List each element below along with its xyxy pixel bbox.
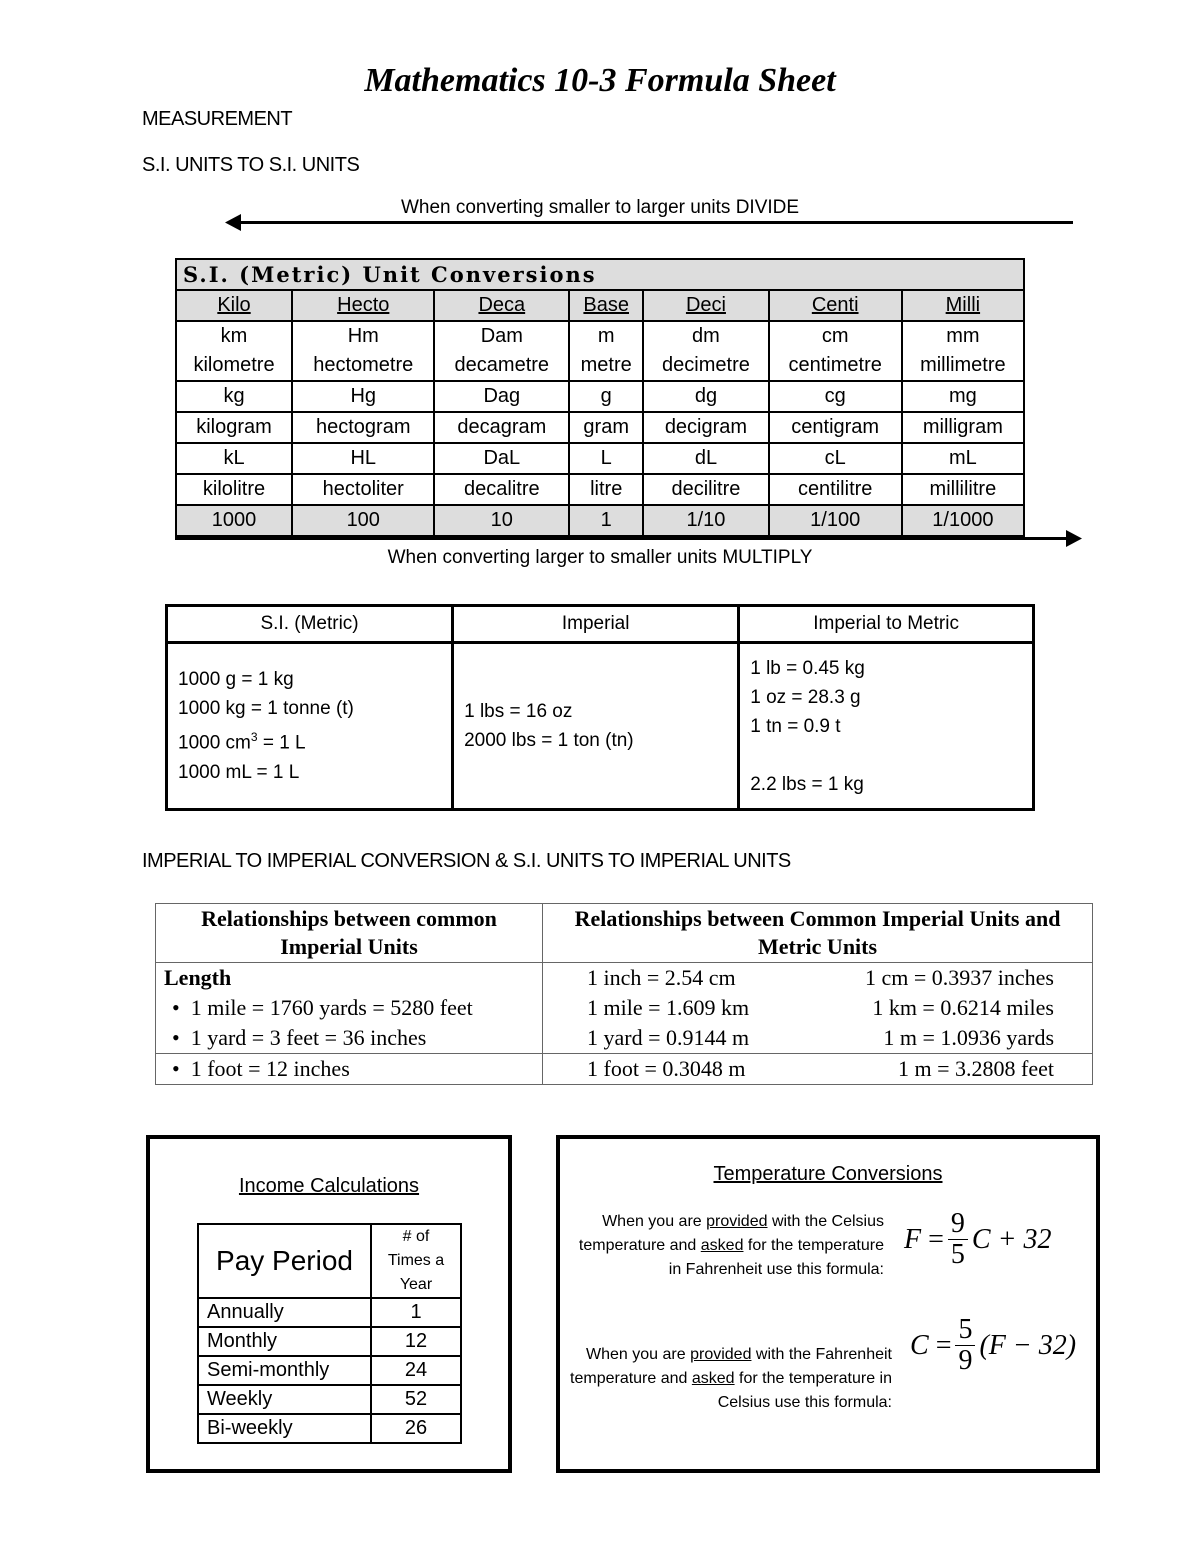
metric-imperial-table [165,604,1035,811]
imperial-cell [453,643,739,810]
volume-symbol-cell: HL [292,443,434,474]
factor-cell: 1/10 [643,505,768,536]
volume-symbol-cell: DaL [434,443,569,474]
prefix-cell: Base [569,290,643,321]
length-symbol-cell: mm [902,321,1024,351]
length-name-cell: decimetre [643,351,768,381]
period-cell: Annually [198,1298,371,1327]
length-name-cell: kilometre [176,351,292,381]
times-cell: 24 [371,1356,461,1385]
length-name-cell: hectometre [292,351,434,381]
factor-cell: 1 [569,505,643,536]
multiply-arrow-line [175,537,1070,540]
mass-symbol-cell: Dag [434,381,569,412]
f-to-c-instructions: When you are provided with the Fahrenheit temperature and asked for the temperature in Celsius use this formula: [570,1346,892,1411]
mass-symbol-cell: dg [643,381,768,412]
prefix-cell: Kilo [176,290,292,321]
factor-cell: 10 [434,505,569,536]
imperial-line: 2000 lbs = 1 ton (tn) [464,730,634,751]
mass-symbol-cell: kg [176,381,292,412]
volume-symbol-cell: kL [176,443,292,474]
temperature-title: Temperature Conversions [713,1163,943,1185]
metric-line: 1000 g = 1 kg [178,669,294,691]
imp-metric-line: 2.2 lbs = 1 kg [750,773,864,795]
mass-symbol-cell: g [569,381,643,412]
imperial-header: Imperial [453,606,739,643]
pay-period-header: Pay Period [198,1224,371,1298]
rel-metric-cell: 1 foot = 0.3048 m 1 m = 3.2808 feet [543,1054,1093,1085]
length-symbol-cell: cm [769,321,902,351]
page-title: Mathematics 10-3 Formula Sheet [364,62,836,99]
period-cell: Weekly [198,1385,371,1414]
mass-name-cell: gram [569,412,643,443]
rel-imperial-cell: • 1 yard = 3 feet = 36 inches [156,1023,543,1054]
mass-symbol-cell: cg [769,381,902,412]
period-cell: Monthly [198,1327,371,1356]
length-symbol-cell: Dam [434,321,569,351]
metric-line: 1000 $cm^3 = 1$ L [178,730,306,754]
si-table-caption: S.I. (Metric) Unit Conversions [176,259,1024,290]
factor-cell: 100 [292,505,434,536]
period-cell: Bi-weekly [198,1414,371,1443]
length-symbol-cell: dm [643,321,768,351]
c-to-f-formula: F = $\frac{9}{5}$ C + 32 [904,1208,1052,1270]
imperial-to-metric-cell [739,643,1034,810]
volume-name-cell: hectoliter [292,474,434,505]
times-cell: 12 [371,1327,461,1356]
divide-note: When converting smaller to larger units DIVIDE [400,197,800,218]
length-name-cell: millimetre [902,351,1024,381]
length-name-cell: metre [569,351,643,381]
prefix-cell: Hecto [292,290,434,321]
si-to-si-heading: S.I. UNITS TO S.I. UNITS [142,154,360,176]
volume-name-cell: kilolitre [176,474,292,505]
mass-name-cell: decigram [643,412,768,443]
temperature-box [556,1135,1100,1473]
times-cell: 52 [371,1385,461,1414]
metric-line: 1000 kg = 1 tonne (t) [178,698,354,720]
volume-symbol-cell: cL [769,443,902,474]
rel-metric-cell: 1 mile = 1.609 km 1 km = 0.6214 miles [543,993,1093,1023]
times-header: # of Times a Year [371,1224,461,1298]
factor-cell: 1000 [176,505,292,536]
factor-cell: 1/1000 [902,505,1024,536]
volume-symbol-cell: mL [902,443,1024,474]
times-cell: 1 [371,1298,461,1327]
prefix-cell: Deca [434,290,569,321]
multiply-note: When converting larger to smaller units MULTIPLY [387,547,813,568]
rel-imperial-cell: • 1 foot = 12 inches [156,1054,543,1085]
rel-metric-cell: 1 inch = 2.54 cm 1 cm = 0.3937 inches [543,963,1093,994]
divide-arrow-line [238,221,1073,224]
metric-cell [167,643,453,810]
mass-symbol-cell: Hg [292,381,434,412]
length-name-cell: centimetre [769,351,902,381]
prefix-cell: Milli [902,290,1024,321]
mass-name-cell: hectogram [292,412,434,443]
volume-name-cell: millilitre [902,474,1024,505]
si-conversion-table [175,258,1025,537]
imperial-rel-header: Relationships between common Imperial Units [156,904,543,963]
length-symbol-cell: Hm [292,321,434,351]
rel-imperial-cell: • 1 mile = 1760 yards = 5280 feet [156,993,543,1023]
metric-line: 1000 mL = 1 L [178,761,300,783]
imp-metric-line: 1 tn = 0.9 t [750,715,841,737]
volume-name-cell: centilitre [769,474,902,505]
imperial-line: 1 lbs = 16 oz [464,701,573,722]
relationships-table [155,903,1093,1085]
imperial-to-metric-header: Imperial to Metric [739,606,1034,643]
volume-name-cell: decilitre [643,474,768,505]
income-box [146,1135,512,1473]
length-label: Length [156,963,543,994]
c-to-f-instructions: When you are provided with the Celsius temperature and asked for the temperature in Fahrenheit use this formula: [578,1213,884,1278]
measurement-heading: MEASUREMENT [142,108,293,130]
volume-name-cell: decalitre [434,474,569,505]
imp-metric-line: 1 oz = 28.3 g [750,686,861,708]
length-symbol-cell: m [569,321,643,351]
mass-name-cell: kilogram [176,412,292,443]
mass-symbol-cell: mg [902,381,1024,412]
length-symbol-cell: km [176,321,292,351]
mass-name-cell: centigram [769,412,902,443]
volume-symbol-cell: L [569,443,643,474]
mass-name-cell: decagram [434,412,569,443]
rel-metric-cell: 1 yard = 0.9144 m 1 m = 1.0936 yards [543,1023,1093,1054]
mass-name-cell: milligram [902,412,1024,443]
period-cell: Semi-monthly [198,1356,371,1385]
factor-cell: 1/100 [769,505,902,536]
imp-metric-line: 1 lb = 0.45 kg [750,657,865,679]
prefix-cell: Centi [769,290,902,321]
income-title: Income Calculations [238,1175,420,1197]
pay-period-table [197,1223,462,1444]
volume-name-cell: litre [569,474,643,505]
metric-rel-header: Relationships between Common Imperial Units and Metric Units [543,904,1093,963]
f-to-c-formula: C = $\frac{5}{9}$ (F − 32) [910,1314,1077,1376]
left-arrow-icon [225,214,241,231]
volume-symbol-cell: dL [643,443,768,474]
times-cell: 26 [371,1414,461,1443]
length-name-cell: decametre [434,351,569,381]
prefix-cell: Deci [643,290,768,321]
imperial-heading: IMPERIAL TO IMPERIAL CONVERSION & S.I. UNITS TO IMPERIAL UNITS [142,850,791,872]
right-arrow-icon [1066,530,1082,547]
metric-header: S.I. (Metric) [167,606,453,643]
